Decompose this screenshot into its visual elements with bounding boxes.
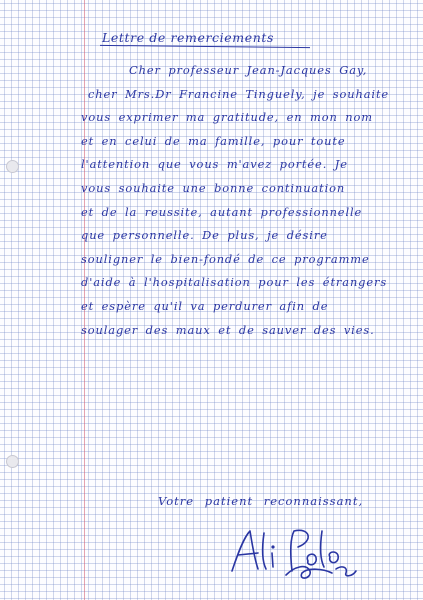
letter-line: et espère qu'il va perdurer afin de <box>81 298 329 313</box>
letter-line: vous souhaite une bonne continuation <box>81 180 346 195</box>
letter-line: soulager des maux et de sauver des vies. <box>81 322 375 337</box>
handwritten-signature <box>228 523 368 583</box>
punch-hole-top <box>6 160 19 173</box>
letter-line: vous exprimer ma gratitude, en mon nom <box>81 110 373 125</box>
punch-hole-bottom <box>6 455 19 468</box>
letter-line: et de la reussite, autant professionnelle <box>81 204 363 219</box>
letter-line: Cher professeur Jean-Jacques Gay, <box>129 63 368 77</box>
letter-line: et en celui de ma famille, pour toute <box>81 133 346 148</box>
title-underline <box>100 45 310 48</box>
letter-line: souligner le bien-fondé de ce programme <box>81 251 370 266</box>
letter-title: Lettre de remerciements <box>102 30 274 45</box>
letter-line: que personnelle. De plus, je désire <box>81 228 328 243</box>
letter-line: l'attention que vous m'avez portée. Je <box>81 157 348 172</box>
closing-line: Votre patient reconnaissant, <box>158 494 364 508</box>
letter-line: d'aide à l'hospitalisation pour les étrangers <box>81 275 388 290</box>
letter-body <box>81 59 411 342</box>
letter-line: cher Mrs.Dr Francine Tinguely, je souhaite <box>88 86 390 101</box>
